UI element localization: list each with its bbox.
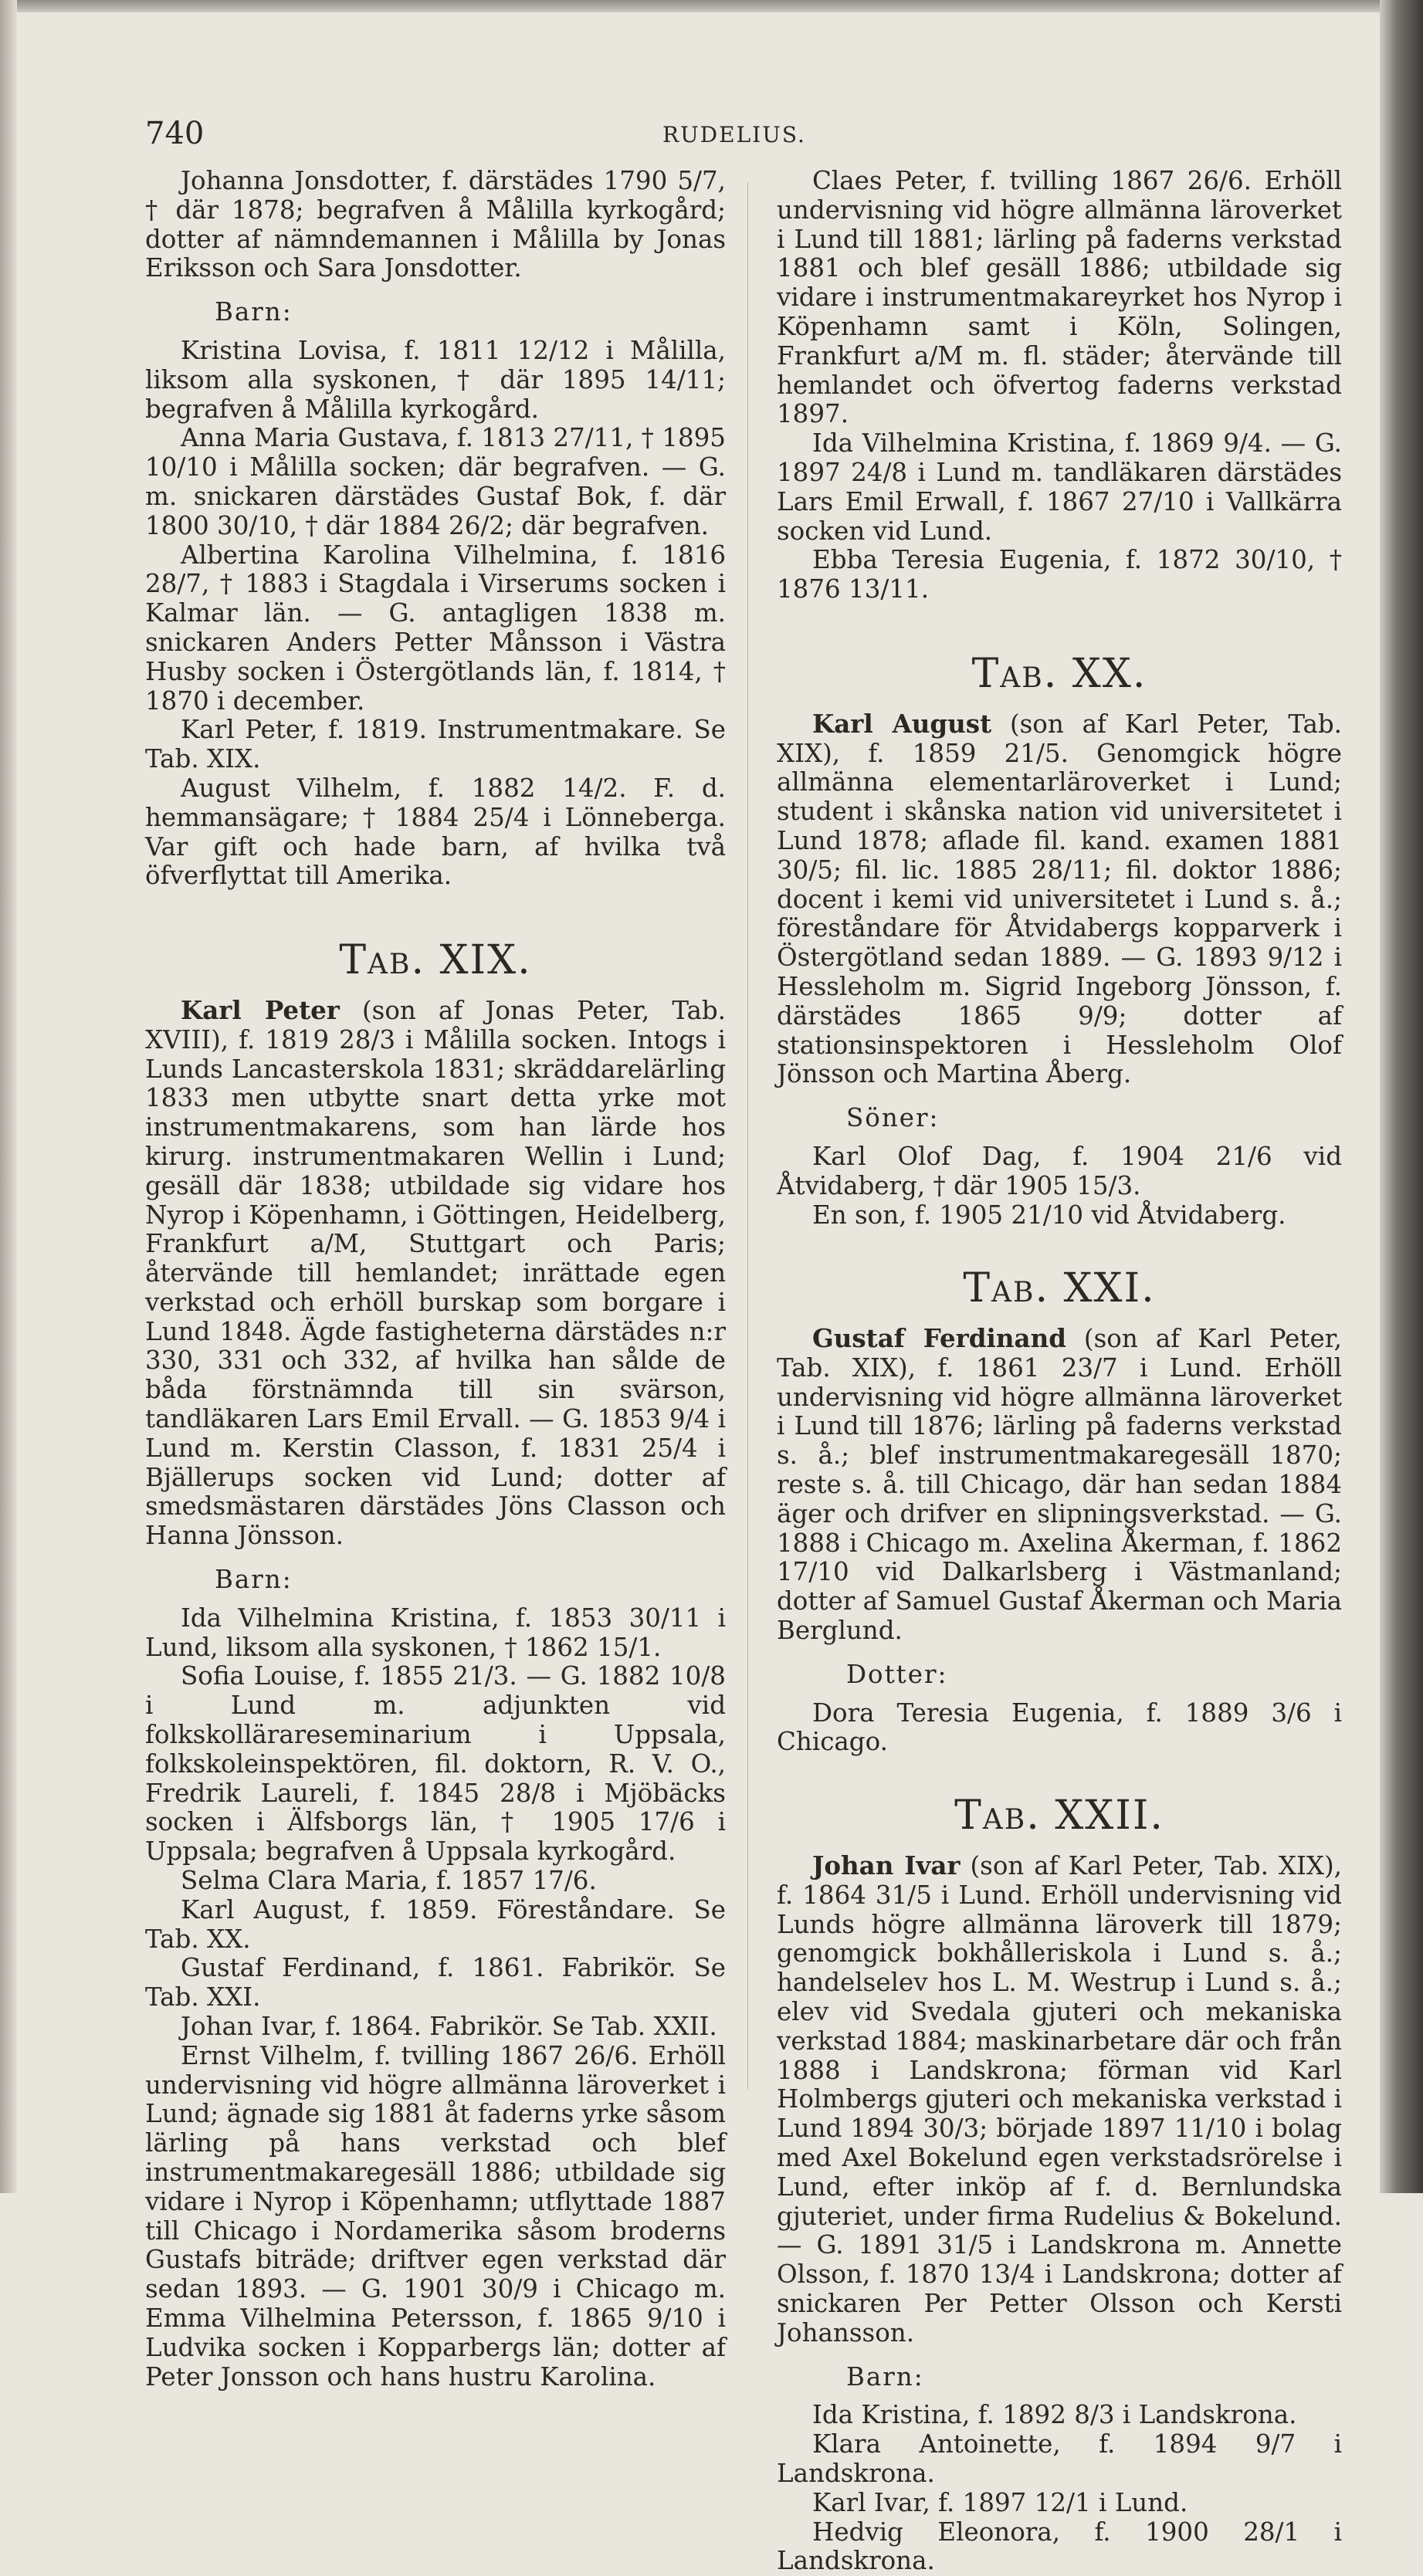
paragraph: Kristina Lovisa, f. 1811 12/12 i Målilla, liksom alla syskonen, † där 1895 14/11; begrafven å Målilla kyrkogård.: [145, 335, 726, 424]
entry-text: (son af Karl Peter, Tab. XIX), f. 1864 31/5 i Lund. Erhöll undervisning vid Lunds högre allmänna läroverk till 1879; genomgick bokhålleriskola i Lund s. å.; handelselev hos L. M. Westrup i Lund s. å.; elev vid Svedala gjuteri och mekaniska verkstad 1884; maskinarbetare där och från 1888 i Landskrona; förman vid Karl Holmbergs gjuteri och mekaniska verkstad i Lund 1894 30/3; började 1897 11/10 i bolag med Axel Bokelund egen verkstadsrörelse i Lund, efter inköp af f. d. Bernlundska gjuteriet, under firma Rudelius & Bokelund. — G. 1891 31/5 i Landskrona m. Annette Olsson, f. 1870 13/4 i Landskrona; dotter af snickaren Per Petter Olsson och Kersti Johansson.: [777, 1851, 1342, 2348]
paragraph: Johan Ivar, f. 1864. Fabrikör. Se Tab. XXII.: [181, 2012, 717, 2042]
paragraph: Karl Olof Dag, f. 1904 21/6 vid Åtvidaberg, † där 1905 15/3.: [777, 1141, 1342, 1200]
right-column: [777, 167, 1342, 2576]
paragraph: En son, f. 1905 21/10 vid Åtvidaberg.: [812, 1200, 1286, 1230]
entry-paragraph: [777, 1851, 1342, 2348]
paragraph: Hedvig Eleonora, f. 1900 28/1 i Landskrona.: [777, 2517, 1342, 2576]
table-heading-xx: Tab. XX.: [971, 650, 1147, 697]
page-edge-shadow: [1380, 0, 1423, 2193]
children-heading: Barn:: [215, 1565, 293, 1595]
paragraph: Sofia Louise, f. 1855 21/3. — G. 1882 10/8 i Lund m. adjunkten vid folkskollärareseminarium i Uppsala, folkskoleinspektören, fil. doktorn, R. V. O., Fredrik Laureli, f. 1845 28/8 i Mjöbäcks socken i Älfsborgs län, † 1905 17/6 i Uppsala; begrafven å Uppsala kyrkogård.: [145, 1661, 726, 1867]
children-heading: Barn:: [215, 297, 293, 327]
sons-heading: Söner:: [846, 1103, 940, 1133]
paragraph: Ernst Vilhelm, f. tvilling 1867 26/6. Erhöll undervisning vid högre allmänna läroverket i Lund; ägnade sig 1881 åt faderns yrke såsom lärling på hans verkstad och blef instrumentmakaregesäll 1886; utbildade sig vidare i Nyrop i Köpenhamn; utflyttade 1887 till Chicago i Nordamerika såsom broderns Gustafs biträde; driftver egen verkstad där sedan 1893. — G. 1901 30/9 i Chicago m. Emma Vilhelmina Petersson, f. 1865 9/10 i Ludvika socken i Kopparbergs län; dotter af Peter Jonsson och hans hustru Karolina.: [145, 2040, 726, 2392]
table-heading-xix: Tab. XIX.: [339, 937, 532, 984]
paragraph: Ida Vilhelmina Kristina, f. 1869 9/4. — G. 1897 24/8 i Lund m. tandläkaren därstädes Lars Emil Erwall, f. 1867 27/10 i Vallkärra socken vid Lund.: [777, 428, 1342, 546]
person-name: Gustaf Ferdinand: [812, 1323, 1066, 1354]
paragraph: Claes Peter, f. tvilling 1867 26/6. Erhöll undervisning vid högre allmänna läroverket i Lund till 1881; lärling på faderns verkstad 1881 och blef gesäll 1886; utbildade sig vidare i instrumentmakareyrket hos Nyrop i Köpenhamn samt i Köln, Solingen, Frankfurt a/M m. fl. städer; återvände till hemlandet och öfvertog faderns verkstad 1897.: [777, 166, 1342, 429]
running-head: RUDELIUS.: [662, 122, 806, 147]
person-name: Karl Peter: [181, 994, 340, 1025]
entry-text: (son af Karl Peter, Tab. XIX), f. 1859 21/5. Genomgick högre allmänna elementarläroverket i Lund; student i skånska nation vid universitetet i Lund 1878; aflade fil. kand. examen 1881 30/5; fil. lic. 1885 28/11; fil. doktor 1886; docent i kemi vid universitetet i Lund s. å.; föreståndare för Åtvidabergs kopparverk i Östergötland sedan 1889. — G. 1893 9/12 i Hessleholm m. Sigrid Ingeborg Jönsson, f. därstädes 1865 9/9; dotter af stationsinspektoren i Hessleholm Olof Jönsson och Martina Åberg.: [777, 709, 1342, 1089]
entry-paragraph: [777, 1324, 1342, 1646]
entry-paragraph: [777, 709, 1342, 1089]
paragraph: Gustaf Ferdinand, f. 1861. Fabrikör. Se Tab. XXI.: [145, 1953, 726, 2012]
person-name: Johan Ivar: [812, 1850, 961, 1881]
paragraph: Ebba Teresia Eugenia, f. 1872 30/10, † 1876 13/11.: [777, 545, 1342, 604]
left-column: [145, 167, 726, 2392]
paragraph: Selma Clara Maria, f. 1857 17/6.: [181, 1866, 597, 1896]
entry-text: (son af Jonas Peter, Tab. XVIII), f. 1819 28/3 i Målilla socken. Intogs i Lunds Lancasterskola 1831; skräddarelärling 1833 men utbytte snart detta yrke mot instrumentmakarens, som han lärde hos kirurg. instrumentmakaren Wellin i Lund; gesäll där 1838; utbildade sig vidare hos Nyrop i Köpenhamn, i Göttingen, Heidelberg, Frankfurt a/M, Stuttgart och Paris; återvände till hemlandet; inrättade egen verkstad och erhöll burskap som borgare i Lund 1848. Ägde fastigheterna därstädes n:r 330, 331 och 332, af hvilka han sålde de båda förstnämnda till sin svärson, tandläkaren Lars Emil Ervall. — G. 1853 9/4 i Lund m. Kerstin Classon, f. 1831 25/4 i Bjällerups socken vid Lund; dotter af smedsmästaren därstädes Jöns Classon och Hanna Jönsson.: [145, 995, 726, 1551]
scan-top-edge: [0, 0, 1423, 12]
book-binding-edge: [0, 0, 17, 2193]
paragraph: Johanna Jonsdotter, f. därstädes 1790 5/7, † där 1878; begrafven å Målilla kyrkogård; dotter af nämndemannen i Målilla by Jonas Eriksson och Sara Jonsdotter.: [145, 166, 726, 283]
daughter-heading: Dotter:: [846, 1659, 948, 1689]
children-heading: Barn:: [846, 2361, 924, 2392]
paragraph: Karl August, f. 1859. Föreståndare. Se Tab. XX.: [145, 1894, 726, 1954]
paragraph: Ida Vilhelmina Kristina, f. 1853 30/11 i Lund, liksom alla syskonen, † 1862 15/1.: [145, 1603, 726, 1662]
table-heading-xxii: Tab. XXII.: [954, 1792, 1164, 1840]
entry-paragraph: [145, 996, 726, 1551]
column-separator: [747, 182, 748, 2089]
entry-text: (son af Karl Peter, Tab. XIX), f. 1861 23/7 i Lund. Erhöll undervisning vid högre allmänna läroverket i Lund till 1876; lärling på faderns verkstad s. å.; blef instrumentmakaregesäll 1870; reste s. å. till Chicago, där han sedan 1884 äger och drifver en slipningsverkstad. — G. 1888 i Chicago m. Axelina Åkerman, f. 1862 17/10 vid Dalkarlsberg i Västmanland; dotter af Samuel Gustaf Åkerman och Maria Berglund.: [777, 1324, 1342, 1646]
paragraph: August Vilhelm, f. 1882 14/2. F. d. hemmansägare; † 1884 25/4 i Lönneberga. Var gift och hade barn, af hvilka två öfverflyttat till Amerika.: [145, 773, 726, 891]
paragraph: Klara Antoinette, f. 1894 9/7 i Landskrona.: [777, 2429, 1342, 2488]
paragraph: Ida Kristina, f. 1892 8/3 i Landskrona.: [812, 2400, 1297, 2430]
paragraph: Albertina Karolina Vilhelmina, f. 1816 28/7, † 1883 i Stagdala i Virserums socken i Kalmar län. — G. antagligen 1838 m. snickaren Anders Petter Månsson i Västra Husby socken i Östergötlands län, f. 1814, † 1870 i december.: [145, 540, 726, 716]
paragraph: Karl Peter, f. 1819. Instrumentmakare. Se Tab. XIX.: [145, 715, 726, 774]
table-heading-xxi: Tab. XXI.: [963, 1265, 1156, 1312]
page-number: 740: [145, 116, 205, 151]
paragraph: Dora Teresia Eugenia, f. 1889 3/6 i Chicago.: [777, 1698, 1342, 1757]
person-name: Karl August: [812, 708, 992, 739]
paragraph: Karl Ivar, f. 1897 12/1 i Lund.: [812, 2487, 1188, 2517]
paragraph: Anna Maria Gustava, f. 1813 27/11, † 1895 10/10 i Målilla socken; där begrafven. — G. m. snickaren därstädes Gustaf Bok, f. där 1800 30/10, † där 1884 26/2; där begrafven.: [145, 423, 726, 540]
